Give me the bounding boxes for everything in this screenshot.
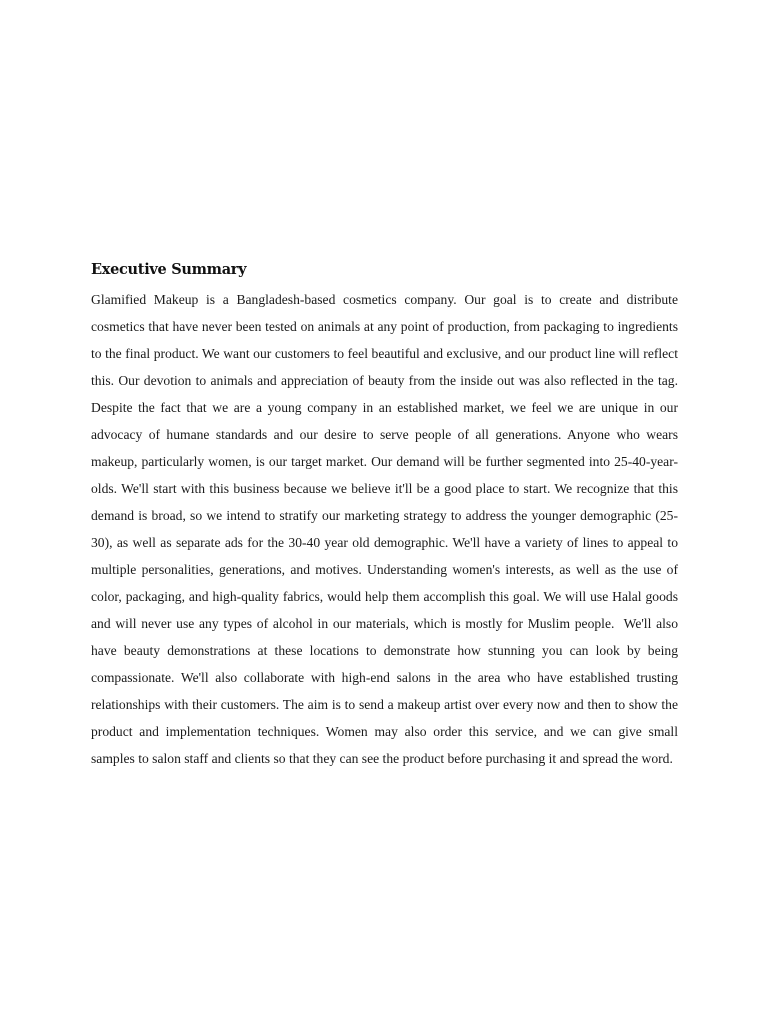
section-heading: Executive Summary xyxy=(91,261,247,278)
body-paragraph: Glamified Makeup is a Bangladesh-based cosmetics company. Our goal is to create and distribute cosmetics that have never been tested on animals at any point of production, from packaging to ingredients to the final product. We want our customers to feel beautiful and exclusive, and our product line will reflect this. Our devotion to animals and appreciation of beauty from the inside out was also reflected in the tag. Despite the fact that we are a young company in an established market, we feel we are unique in our advocacy of humane standards and our desire to serve people of all generations. Anyone who wears makeup, particularly women, is our target market. Our demand will be further segmented into 25-40-year-olds. We'll start with this business because we believe it'll be a good place to start. We recognize that this demand is broad, so we intend to stratify our marketing strategy to address the younger demographic (25-30), as well as separate ads for the 30-40 year old demographic. We'll have a variety of lines to appeal to multiple personalities, generations, and motives. Understanding women's interests, as well as the use of color, packaging, and high-quality fabrics, would help them accomplish this goal. We will use Halal goods and will never use any types of alcohol in our materials, which is mostly for Muslim people. We'll also have beauty demonstrations at these locations to demonstrate how stunning you can look by being compassionate. We'll also collaborate with high-end salons in the area who have established trusting relationships with their customers. The aim is to send a makeup artist over every now and then to show the product and implementation techniques. Women may also order this service, and we can give small samples to salon staff and clients so that they can see the product before purchasing it and spread the word. xyxy=(91,292,682,766)
document-content xyxy=(91,258,682,772)
